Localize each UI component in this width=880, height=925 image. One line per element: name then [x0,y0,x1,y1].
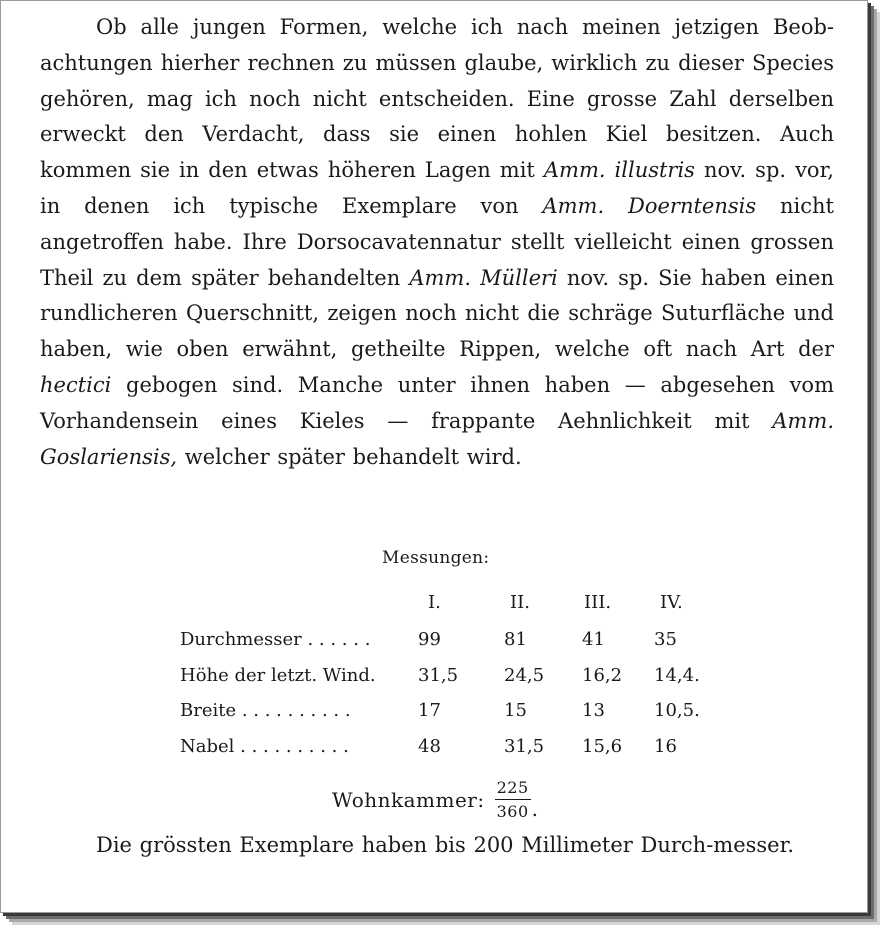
table-header-row [180,592,730,622]
text-line: Zahl derselben erweckt den Verdacht, dass sie einen hohlen Kiel [40,86,834,147]
text-line: nicht angetroffen habe. Ihre Dorsocavatennatur [40,193,834,254]
hectici-italic: hectici [40,372,112,397]
text-line: besitzen. Auch kommen sie in den etwas höheren Lagen mit [40,122,834,183]
species-name-italic: Amm. Doerntensis [542,193,757,218]
table-cell: 15 [504,700,527,722]
text-line: welcher später behandelt wird. [184,444,522,469]
fraction-denominator: 360 [496,802,529,821]
text-line: erwähnt, getheilte Rippen, welche oft nach Art der [242,337,835,362]
text-line: zeigen noch nicht die schräge Suturfläche und haben, wie oben [40,301,834,362]
document-page [40,10,835,857]
fraction-numerator: 225 [495,778,531,800]
table-cell: 13 [582,700,605,722]
table-cell: 81 [504,629,527,651]
species-name-italic: Amm. illustris [543,158,695,183]
table-cell: 24,5 [504,664,545,686]
table-cell: 17 [418,700,441,722]
text-line: eines Kieles — frappante Aehnlichkeit mit [221,408,773,433]
text-line: Ob alle jungen Formen, welche ich nach meinen jetzigen Beob- [96,15,834,39]
species-name-italic: Amm. Goslariensis, [40,408,835,469]
fraction-period: . [531,797,539,821]
text-line: achtungen hierher rechnen zu müssen glaube, wirklich zu dieser [40,50,744,75]
table-cell: 48 [418,735,441,757]
table-row [180,658,730,694]
table-row [180,693,730,729]
row-label: Höhe der letzt. Wind. [180,664,376,686]
text-line: stellt vielleicht einen grossen Theil zu dem später behandelten [40,229,834,290]
column-header: I. [428,592,441,613]
table-cell: 16 [654,735,677,757]
column-header: II. [510,592,530,613]
text-line: Species gehören, mag ich noch nicht entscheiden. Eine grosse [40,50,834,111]
wohnkammer-line [332,772,539,828]
table-cell: 99 [418,629,441,651]
text-line: sind. Manche unter ihnen haben — abgesehen vom Vorhandensein [40,372,834,433]
measurements-section [40,548,834,828]
row-label: Nabel . . . . . . . . . . [180,735,349,757]
text-line: nov. sp. vor, in denen ich typische Exemplare von [40,158,834,218]
table-cell: 15,6 [582,735,623,757]
table-cell: 41 [582,629,605,651]
table-cell: 31,5 [418,664,459,686]
text-line: nov. sp. Sie haben einen rundlicheren Querschnitt, [40,265,834,326]
wohnkammer-fraction [495,778,531,822]
paragraph-species-discussion [40,10,834,475]
table-cell: 35 [654,629,677,651]
table-row [180,729,730,765]
header-empty-cell [180,592,418,622]
species-name-italic: Amm. Mülleri [409,265,558,290]
table-cell: 14,4. [654,664,700,686]
table-cell: 10,5. [654,700,700,722]
table-row [180,622,730,658]
wohnkammer-label: Wohnkammer: [332,788,485,812]
measurements-title: Messungen: [382,548,490,568]
table-cell: 31,5 [504,735,545,757]
text-line: gebogen [111,372,218,397]
table-cell: 16,2 [582,664,623,686]
column-header: III. [584,592,612,613]
column-header: IV. [660,592,683,613]
row-label: Durchmesser . . . . . . [180,629,371,651]
paragraph-largest-specimens: Die grössten Exemplare haben bis 200 Millimeter Durch-messer. [96,833,795,857]
row-label: Breite . . . . . . . . . . [180,700,351,722]
measurements-table [180,592,730,764]
